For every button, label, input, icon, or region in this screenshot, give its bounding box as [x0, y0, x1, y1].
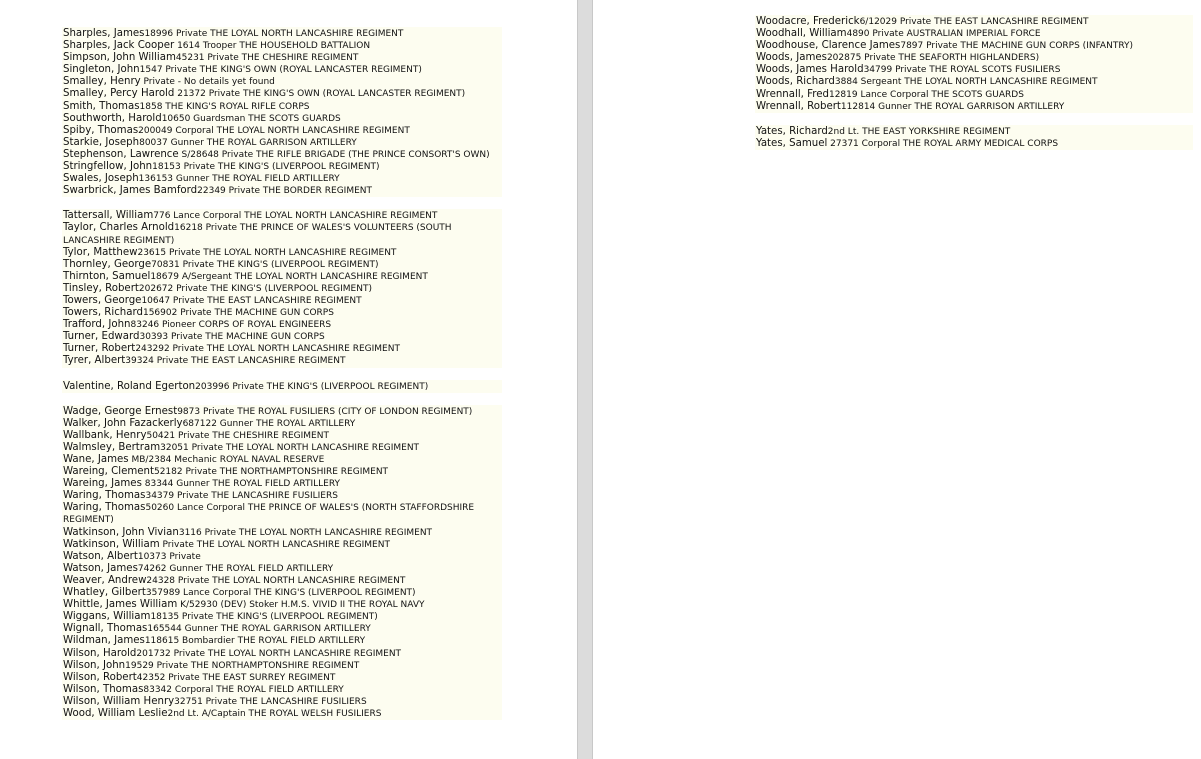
roll-entry — [62, 88, 502, 100]
entry-name: Towers, George — [63, 294, 142, 306]
roll-entry — [755, 52, 1193, 64]
document-page-left — [0, 0, 577, 759]
roll-entry — [62, 28, 502, 40]
entry-details: 9873 Private THE ROYAL FUSILIERS (CITY OF LONDON REGIMENT) — [177, 406, 473, 417]
entry-name: Wiggans, William — [63, 611, 151, 623]
entry-name: Wilson, Harold — [63, 647, 137, 659]
entry-details: 357989 Lance Corporal THE KING'S (LIVERPOOL REGIMENT) — [145, 588, 416, 599]
entry-name: Woods, James — [756, 52, 827, 64]
entry-name: Woodhall, William — [756, 28, 847, 40]
roll-entry — [62, 442, 502, 454]
entry-details: 18153 Private THE KING'S (LIVERPOOL REGIMENT) — [152, 162, 380, 173]
roll-entry — [62, 247, 502, 259]
entry-name: Wood, William Leslie — [63, 707, 168, 719]
entry-details: 203996 Private THE KING'S (LIVERPOOL REGIMENT) — [195, 381, 429, 392]
entry-details: 16218 Private THE PRINCE OF WALES'S VOLUNTEERS (SOUTH LANCASHIRE REGIMENT) — [63, 223, 452, 246]
roll-entry — [62, 563, 502, 575]
entry-name: Thirnton, Samuel — [63, 270, 151, 282]
entry-details: 18996 Private THE LOYAL NORTH LANCASHIRE REGIMENT — [144, 29, 404, 39]
entry-details: 27371 Corporal THE ROYAL ARMY MEDICAL CORPS — [827, 138, 1059, 149]
entry-name: Waring, Thomas — [63, 490, 146, 502]
entry-details: 136153 Gunner THE ROYAL FIELD ARTILLERY — [138, 174, 340, 185]
entry-name: Wildman, James — [63, 635, 145, 647]
roll-entry — [62, 660, 502, 672]
entry-details: 202875 Private THE SEAFORTH HIGHLANDERS) — [826, 53, 1040, 64]
entry-name: Wilson, William Henry — [63, 695, 175, 707]
roll-entry — [62, 527, 502, 539]
roll-entry — [62, 101, 502, 113]
entry-details: 10650 Guardsman THE SCOTS GUARDS — [161, 113, 341, 124]
entry-details: 70831 Private THE KING'S (LIVERPOOL REGIMENT) — [151, 259, 379, 270]
roll-entry — [62, 149, 502, 161]
entry-name: Stringfellow, John — [63, 161, 153, 173]
entry-details: 39324 Private THE EAST LANCASHIRE REGIMENT — [125, 356, 346, 367]
roll-entry — [62, 430, 502, 442]
roll-entry — [755, 101, 1193, 113]
entry-name: Sharples, Jack Cooper — [63, 40, 175, 52]
entry-name: Sharples, James — [63, 28, 145, 39]
roll-entry — [62, 271, 502, 283]
roll-entry — [62, 708, 502, 720]
roll-entry — [62, 113, 502, 125]
roll-entry — [62, 684, 502, 696]
entry-name: Wrennall, Robert — [756, 100, 841, 112]
entry-details: 1547 Private THE KING'S OWN (ROYAL LANCASTER REGIMENT) — [139, 65, 422, 76]
entry-details: 202672 Private THE KING'S (LIVERPOOL REGIMENT) — [138, 283, 372, 294]
entry-name: Trafford, John — [63, 319, 131, 331]
entry-details: 10373 Private — [137, 551, 201, 562]
entry-name: Thornley, George — [63, 258, 152, 270]
entry-details: 42352 Private THE EAST SURREY REGIMENT — [136, 672, 336, 683]
entry-name: Southworth, Harold — [63, 112, 162, 124]
entry-name: Walker, John Fazackerly — [63, 417, 183, 429]
roll-entry — [755, 76, 1193, 88]
entry-name: Wilson, John — [63, 659, 126, 671]
entry-name: Wane, James — [63, 454, 129, 465]
entry-name: Valentine, Roland Egerton — [63, 380, 196, 392]
right-column — [755, 15, 1193, 162]
entry-name: Tyrer, Albert — [63, 355, 126, 367]
roll-entry — [62, 454, 502, 466]
entry-name: Wareing, Clement — [63, 466, 154, 478]
entry-details: 34799 Private THE ROYAL SCOTS FUSILIERS — [863, 65, 1061, 76]
entry-details: 165544 Gunner THE ROYAL GARRISON ARTILLERY — [147, 624, 371, 635]
roll-entry — [62, 406, 502, 418]
entry-name: Smalley, Henry — [63, 76, 141, 88]
entry-details: 24328 Private THE LOYAL NORTH LANCASHIRE REGIMENT — [146, 575, 406, 586]
entry-name: Starkie, Joseph — [63, 136, 140, 148]
entry-name: Wadge, George Ernest — [63, 405, 178, 417]
roll-entry — [62, 222, 502, 246]
roll-entry — [62, 331, 502, 343]
entry-details: 80037 Gunner THE ROYAL GARRISON ARTILLERY — [139, 137, 357, 148]
roll-entry — [62, 355, 502, 367]
surname-group-y — [755, 125, 1193, 150]
roll-entry — [62, 40, 502, 52]
entry-details: 7897 Private THE MACHINE GUN CORPS (INFANTRY) — [900, 41, 1134, 52]
entry-name: Tylor, Matthew — [63, 246, 138, 258]
entry-name: Wrennall, Fred — [756, 88, 829, 100]
entry-name: Woodhouse, Clarence James — [756, 40, 901, 52]
entry-details: 45231 Private THE CHESHIRE REGIMENT — [175, 53, 359, 64]
roll-entry — [755, 64, 1193, 76]
roll-entry — [62, 52, 502, 64]
entry-name: Watkinson, John Vivian — [63, 526, 179, 538]
entry-name: Towers, Richard — [63, 307, 143, 319]
roll-entry — [62, 283, 502, 295]
surname-group-t — [62, 209, 502, 367]
entry-details: 201732 Private THE LOYAL NORTH LANCASHIRE REGIMENT — [136, 648, 402, 659]
entry-details: 10647 Private THE EAST LANCASHIRE REGIMENT — [141, 295, 362, 306]
roll-entry — [62, 466, 502, 478]
roll-entry — [62, 137, 502, 149]
roll-entry — [755, 28, 1193, 40]
entry-details: 83246 Pioneer CORPS OF ROYAL ENGINEERS — [130, 320, 332, 331]
entry-details: 1614 Trooper THE HOUSEHOLD BATTALION — [174, 41, 371, 52]
entry-details: 32751 Private THE LANCASHIRE FUSILIERS — [174, 696, 367, 707]
entry-details: 6/12029 Private THE EAST LANCASHIRE REGIMENT — [859, 17, 1089, 27]
entry-name: Turner, Edward — [63, 331, 140, 343]
entry-details: 83342 Corporal THE ROYAL FIELD ARTILLERY — [143, 684, 344, 695]
entry-details: S/28648 Private THE RIFLE BRIGADE (THE PRINCE CONSORT'S OWN) — [178, 149, 490, 160]
entry-details: 50260 Lance Corporal THE PRINCE OF WALES'S (NORTH STAFFORDSHIRE REGIMENT) — [63, 503, 475, 526]
entry-details: 32051 Private THE LOYAL NORTH LANCASHIRE REGIMENT — [160, 442, 420, 453]
entry-details: 156902 Private THE MACHINE GUN CORPS — [142, 308, 334, 319]
entry-name: Woods, James Harold — [756, 64, 864, 76]
entry-details: MB/2384 Mechanic ROYAL NAVAL RESERVE — [128, 455, 325, 465]
entry-name: Smalley, Percy Harold — [63, 88, 175, 100]
entry-name: Woods, Richard — [756, 76, 835, 88]
entry-name: Spiby, Thomas — [63, 124, 139, 136]
page-gutter — [577, 0, 593, 759]
entry-details: 52182 Private THE NORTHAMPTONSHIRE REGIMENT — [153, 467, 389, 478]
entry-name: Watkinson, William — [63, 538, 160, 550]
entry-details: 2nd Lt. THE EAST YORKSHIRE REGIMENT — [827, 126, 1011, 137]
roll-entry — [62, 575, 502, 587]
roll-entry — [62, 418, 502, 430]
roll-entry — [62, 307, 502, 319]
entry-details: 200049 Corporal THE LOYAL NORTH LANCASHIRE REGIMENT — [138, 125, 410, 136]
roll-entry — [62, 381, 502, 393]
roll-entry — [62, 587, 502, 599]
entry-name: Whittle, James William — [63, 599, 178, 611]
roll-entry — [62, 539, 502, 551]
roll-entry — [62, 161, 502, 173]
surname-group-w — [62, 405, 502, 720]
entry-details: 18135 Private THE KING'S (LIVERPOOL REGIMENT) — [150, 612, 378, 623]
entry-name: Woodacre, Frederick — [756, 16, 860, 27]
entry-details: 34379 Private THE LANCASHIRE FUSILIERS — [145, 491, 338, 502]
roll-entry — [62, 343, 502, 355]
roll-entry — [62, 623, 502, 635]
entry-name: Wignall, Thomas — [63, 623, 148, 635]
roll-entry — [62, 173, 502, 185]
entry-name: Watson, James — [63, 562, 138, 574]
entry-details: 22349 Private THE BORDER REGIMENT — [197, 186, 373, 197]
roll-entry — [62, 478, 502, 490]
roll-entry — [62, 599, 502, 611]
entry-details: 776 Lance Corporal THE LOYAL NORTH LANCASHIRE REGIMENT — [153, 211, 438, 222]
entry-details: 83344 Gunner THE ROYAL FIELD ARTILLERY — [141, 479, 341, 490]
entry-name: Turner, Robert — [63, 343, 136, 355]
entry-details: Private - No details yet found — [140, 77, 275, 88]
left-column — [62, 27, 502, 732]
entry-name: Wilson, Robert — [63, 671, 137, 683]
entry-name: Swarbrick, James Bamford — [63, 185, 198, 197]
roll-entry — [62, 125, 502, 137]
entry-details: 19529 Private THE NORTHAMPTONSHIRE REGIMENT — [125, 660, 360, 671]
roll-entry — [62, 648, 502, 660]
roll-entry — [755, 126, 1193, 138]
entry-details: 2nd Lt. A/Captain THE ROYAL WELSH FUSILIERS — [167, 708, 382, 719]
entry-name: Wareing, James — [63, 478, 142, 490]
entry-details: 21372 Private THE KING'S OWN (ROYAL LANCASTER REGIMENT) — [174, 89, 466, 100]
entry-details: 23615 Private THE LOYAL NORTH LANCASHIRE REGIMENT — [137, 247, 397, 258]
entry-details: 4890 Private AUSTRALIAN IMPERIAL FORCE — [846, 29, 1041, 40]
entry-details: K/52930 (DEV) Stoker H.M.S. VIVID II THE ROYAL NAVY — [177, 600, 425, 611]
entry-name: Swales, Joseph — [63, 173, 139, 185]
roll-entry — [755, 40, 1193, 52]
roll-entry — [62, 551, 502, 563]
entry-name: Wilson, Thomas — [63, 683, 144, 695]
roll-entry — [62, 696, 502, 708]
entry-details: 118615 Bombardier THE ROYAL FIELD ARTILLERY — [144, 636, 366, 647]
entry-name: Yates, Samuel — [756, 137, 828, 149]
entry-name: Singleton, John — [63, 64, 140, 76]
roll-entry — [62, 635, 502, 647]
entry-name: Wallbank, Henry — [63, 429, 147, 441]
entry-details: 687122 Gunner THE ROYAL ARTILLERY — [182, 418, 356, 429]
entry-details: 30393 Private THE MACHINE GUN CORPS — [139, 332, 325, 343]
roll-entry — [62, 76, 502, 88]
entry-name: Yates, Richard — [756, 125, 828, 137]
document-page-right — [593, 0, 1201, 759]
roll-entry — [62, 259, 502, 271]
roll-entry — [62, 611, 502, 623]
entry-name: Tinsley, Robert — [63, 282, 139, 294]
roll-entry — [755, 89, 1193, 101]
entry-name: Smith, Thomas — [63, 100, 140, 112]
entry-details: 74262 Gunner THE ROYAL FIELD ARTILLERY — [137, 563, 334, 574]
surname-group-w — [755, 15, 1193, 113]
entry-details: 243292 Private THE LOYAL NORTH LANCASHIRE REGIMENT — [135, 344, 400, 355]
roll-entry — [755, 16, 1193, 28]
entry-name: Waring, Thomas — [63, 502, 146, 514]
entry-name: Stephenson, Lawrence — [63, 148, 179, 160]
entry-name: Watson, Albert — [63, 550, 138, 562]
entry-name: Weaver, Andrew — [63, 574, 147, 586]
entry-name: Taylor, Charles Arnold — [63, 222, 175, 234]
roll-entry — [62, 319, 502, 331]
roll-entry — [62, 672, 502, 684]
roll-entry — [62, 210, 502, 222]
entry-details: 3116 Private THE LOYAL NORTH LANCASHIRE REGIMENT — [178, 527, 433, 538]
roll-entry — [62, 185, 502, 197]
entry-details: 12819 Lance Corporal THE SCOTS GUARDS — [828, 89, 1024, 100]
entry-details: 18679 A/Sergeant THE LOYAL NORTH LANCASHIRE REGIMENT — [150, 271, 428, 282]
entry-details: Private THE LOYAL NORTH LANCASHIRE REGIMENT — [159, 539, 390, 550]
entry-details: 50421 Private THE CHESHIRE REGIMENT — [146, 430, 329, 441]
entry-name: Simpson, John William — [63, 52, 176, 64]
entry-details: 1858 THE KING'S ROYAL RIFLE CORPS — [139, 101, 310, 112]
entry-name: Walmsley, Bertram — [63, 441, 161, 453]
surname-group-s — [62, 27, 502, 197]
roll-entry — [62, 64, 502, 76]
roll-entry — [62, 295, 502, 307]
surname-group-v — [62, 380, 502, 393]
entry-details: 3884 Sergeant THE LOYAL NORTH LANCASHIRE REGIMENT — [834, 77, 1098, 88]
entry-name: Whatley, Gilbert — [63, 587, 146, 599]
roll-entry — [755, 138, 1193, 150]
roll-entry — [62, 490, 502, 502]
entry-name: Tattersall, William — [63, 210, 154, 222]
roll-entry — [62, 502, 502, 526]
entry-details: 112814 Gunner THE ROYAL GARRISON ARTILLERY — [840, 101, 1065, 112]
